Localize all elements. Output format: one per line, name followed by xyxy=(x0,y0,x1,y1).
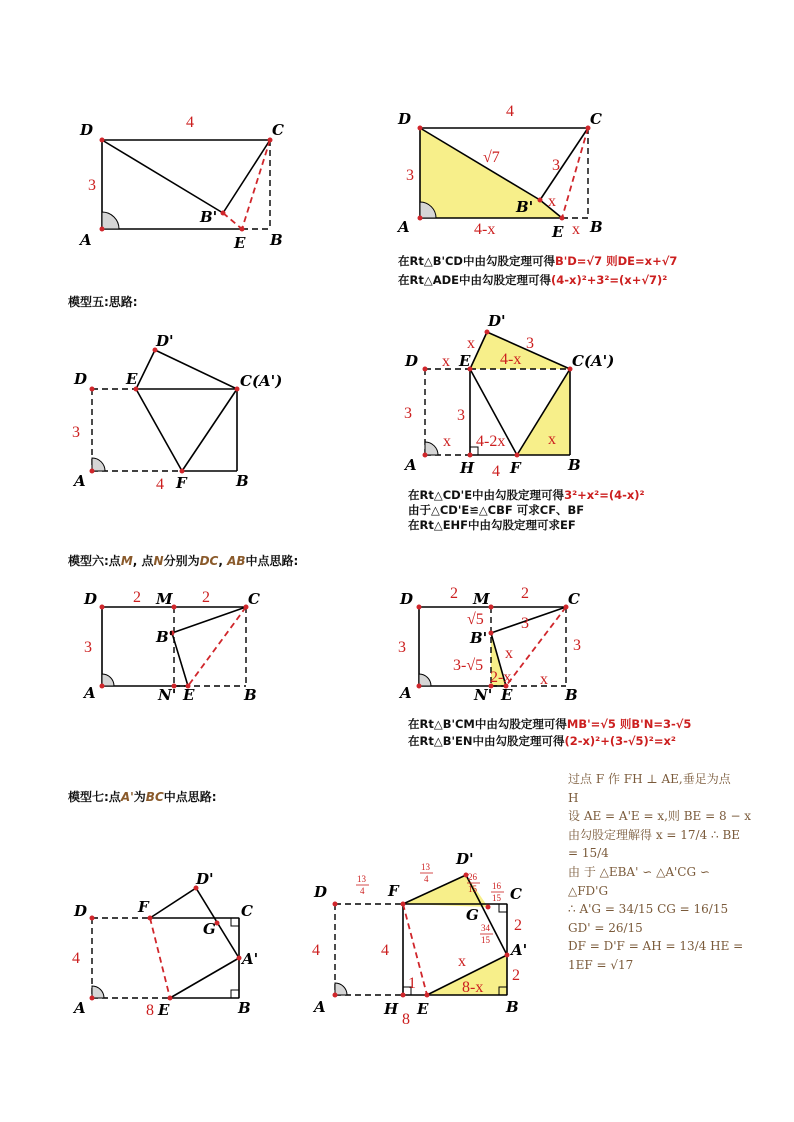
fig8-label-H: H xyxy=(384,1000,399,1018)
model7-solution-notes xyxy=(568,770,754,975)
fig2-value-right: 3 xyxy=(552,157,560,174)
fig4-label-Dp: D' xyxy=(488,312,506,330)
figure-8 xyxy=(312,850,527,1028)
model6-heading: 模型六:点M, 点N分别为DC, AB中点思路: xyxy=(68,554,299,568)
fig1-label-B: B xyxy=(270,231,283,249)
fig8-value-x: x xyxy=(458,953,466,970)
solution-line: DF = D'F = AH = 13/4 HE = xyxy=(568,939,744,954)
model5-note-3: 在Rt△EHF中由勾股定理可求EF xyxy=(408,518,576,532)
fig8-label-B: B xyxy=(506,998,519,1016)
fig8-value-two-bot: 2 xyxy=(512,967,520,984)
solution-line: 由 于 △EBA' ∽ △A'CG ∽ xyxy=(568,864,710,879)
fig2-label-E: E xyxy=(552,223,564,241)
fig8-value-two-top: 2 xyxy=(514,917,522,934)
solution-line: 1EF = √17 xyxy=(568,957,634,972)
fig5-label-N: N' xyxy=(158,686,177,704)
model6-note-1: 在Rt△B'CM中由勾股定理可得MB'=√5 则B'N=3-√5 xyxy=(408,717,692,731)
fig8-frac-df-num: 13 xyxy=(357,874,366,884)
fig6-label-N: N' xyxy=(474,686,493,704)
fig6-value-top1: 2 xyxy=(450,585,458,602)
figure-4 xyxy=(403,312,614,480)
solution-line: 由勾股定理解得 x = 17/4 ∴ BE xyxy=(568,827,741,842)
fig4-label-B: B xyxy=(568,456,581,474)
fig8-label-F: F xyxy=(388,882,399,900)
fig5-label-M: M xyxy=(156,590,173,608)
fig6-value-x1: x xyxy=(505,645,513,662)
fig6-value-top2: 2 xyxy=(521,585,529,602)
fig8-frac-cg-den: 15 xyxy=(492,893,501,903)
fig6-label-E: E xyxy=(501,686,513,704)
fig6-value-mid3: 3 xyxy=(521,615,529,632)
fig1-value-left: 3 xyxy=(88,177,96,194)
fig3-value-left: 3 xyxy=(72,424,80,441)
fig5-label-C: C xyxy=(248,590,260,608)
fig5-label-B: B xyxy=(244,686,257,704)
fig6-value-sqrt5: √5 xyxy=(467,611,484,628)
fig8-frac-ag-den: 15 xyxy=(481,935,490,945)
fig1-label-A: A xyxy=(80,231,92,249)
fig2-value-top: 4 xyxy=(506,103,514,120)
figure-6 xyxy=(398,585,581,704)
fig6-label-D: D xyxy=(400,590,414,608)
fig1-label-C: C xyxy=(272,121,284,139)
fig4-value-bottom: 4 xyxy=(492,463,500,480)
fig8-value-8-x: 8-x xyxy=(462,979,484,996)
fig3-value-bottom: 4 xyxy=(156,476,164,493)
fig7-label-C: C xyxy=(241,902,253,920)
fig4-label-D: D xyxy=(405,352,419,370)
fig4-label-A: A xyxy=(405,456,417,474)
model5-note-2: 由于△CD'E≌△CBF 可求CF、BF xyxy=(408,503,585,517)
fig6-value-2-x: 2-x xyxy=(490,669,512,686)
figure-2 xyxy=(396,103,603,241)
fig3-label-F: F xyxy=(176,474,187,492)
fig8-frac-gd-num: 26 xyxy=(468,872,477,882)
fig1-label-E: E xyxy=(234,234,246,252)
fig1-label-D: D xyxy=(80,121,94,139)
fig8-value-one: 1 xyxy=(408,975,416,992)
fig2-note-1: 在Rt△B'CD中由勾股定理可得B'D=√7 则DE=x+√7 xyxy=(398,254,678,268)
model6-note-2: 在Rt△B'EN中由勾股定理可得(2-x)²+(3-√5)²=x² xyxy=(408,734,676,748)
fig8-value-left: 4 xyxy=(312,942,320,959)
fig4-value-x-de: x xyxy=(467,335,475,352)
fig8-label-Ap: A' xyxy=(511,941,528,959)
fig3-label-Dp: D' xyxy=(156,332,174,350)
fig5-label-D: D xyxy=(84,590,98,608)
fig6-label-C: C xyxy=(568,590,580,608)
figure-1 xyxy=(78,114,284,252)
fig5-value-top2: 2 xyxy=(202,589,210,606)
fig8-frac-cg-num: 16 xyxy=(492,881,501,891)
fig4-label-CAp: C(A') xyxy=(572,352,615,370)
fig7-value-left: 4 xyxy=(72,950,80,967)
fig7-value-bottom: 8 xyxy=(146,1002,154,1019)
fig7-label-D: D xyxy=(74,902,88,920)
fig2-label-C: C xyxy=(590,110,602,128)
fig8-frac-gd-den: 15 xyxy=(468,884,477,894)
figure-3 xyxy=(72,332,282,493)
fig2-value-x1: x xyxy=(548,193,556,210)
fig4-value-x-top: x xyxy=(442,353,450,370)
fig8-label-C: C xyxy=(510,885,522,903)
fig8-value-mid: 4 xyxy=(381,942,389,959)
fig5-value-top1: 2 xyxy=(133,589,141,606)
solution-line: 设 AE = A'E = x,则 BE = 8 − x xyxy=(568,809,752,824)
fig3-label-E: E xyxy=(126,370,138,388)
fig7-label-G: G xyxy=(203,920,216,938)
fig4-value-x-bl: x xyxy=(443,433,451,450)
fig2-label-A: A xyxy=(398,218,410,236)
fig4-value-three-dp: 3 xyxy=(526,335,534,352)
fig6-label-A: A xyxy=(400,684,412,702)
fig7-label-B: B xyxy=(238,999,251,1017)
fig3-label-CAp: C(A') xyxy=(240,372,283,390)
fig2-label-B: B xyxy=(590,218,603,236)
fig6-value-3-sqrt5: 3-√5 xyxy=(453,657,484,674)
fig4-value-x-tri: x xyxy=(548,431,556,448)
fig4-value-four-x: 4-x xyxy=(500,351,522,368)
solution-line: = 15/4 xyxy=(568,846,609,861)
fig3-label-B: B xyxy=(236,472,249,490)
fig2-label-D: D xyxy=(398,110,412,128)
fig1-label-Bp: B' xyxy=(200,208,218,226)
model7-heading: 模型七:点A'为BC中点思路: xyxy=(68,790,217,804)
fig2-value-bottom: 4-x xyxy=(474,221,496,238)
model5-heading: 模型五:思路: xyxy=(68,295,138,309)
fig4-value-left: 3 xyxy=(404,405,412,422)
fig5-label-E: E xyxy=(183,686,195,704)
fig1-value-top: 4 xyxy=(186,114,194,131)
figure-7 xyxy=(72,870,258,1019)
fig8-frac-fd-num: 13 xyxy=(421,862,430,872)
figure-5 xyxy=(82,589,260,704)
fig3-label-A: A xyxy=(74,472,86,490)
fig6-value-left: 3 xyxy=(398,639,406,656)
fig6-value-right: 3 xyxy=(573,637,581,654)
fig8-value-bottom: 8 xyxy=(402,1011,410,1028)
fig4-label-E: E xyxy=(459,352,471,370)
fig8-label-Dp: D' xyxy=(456,850,474,868)
fig4-value-four-2x: 4-2x xyxy=(476,433,506,450)
solution-line: ∴ A'G = 34/15 CG = 16/15 GD' = 26/15 xyxy=(568,902,729,935)
fig7-label-F: F xyxy=(138,898,149,916)
fig5-value-left: 3 xyxy=(84,639,92,656)
fig2-value-sqrt7: √7 xyxy=(483,149,500,166)
fig8-frac-df-den: 4 xyxy=(360,886,365,896)
fig6-value-x2: x xyxy=(540,671,548,688)
fig7-label-Ap: A' xyxy=(242,950,259,968)
fig8-frac-fd-den: 4 xyxy=(424,874,429,884)
solution-line: 过点 F 作 FH ⊥ AE,垂足为点 xyxy=(568,772,731,786)
fig7-label-Dp: D' xyxy=(196,870,214,888)
fig6-label-B: B xyxy=(565,686,578,704)
fig6-label-M: M xyxy=(473,590,490,608)
fig5-label-A: A xyxy=(84,684,96,702)
fig5-label-Bp: B' xyxy=(156,628,174,646)
fig2-note-2: 在Rt△ADE中由勾股定理可得(4-x)²+3²=(x+√7)² xyxy=(398,273,668,287)
fig4-label-H: H xyxy=(460,459,475,477)
fig8-frac-ag-num: 34 xyxy=(481,923,490,933)
fig6-label-Bp: B' xyxy=(470,629,488,647)
fig8-label-G: G xyxy=(466,906,479,924)
fig4-value-mid: 3 xyxy=(457,407,465,424)
fig2-value-x2: x xyxy=(572,221,580,238)
fig7-label-A: A xyxy=(74,999,86,1017)
fig7-label-E: E xyxy=(158,1001,170,1019)
fig3-label-D: D xyxy=(74,370,88,388)
fig2-label-Bp: B' xyxy=(516,198,534,216)
solution-line: H xyxy=(568,790,579,805)
model5-note-1: 在Rt△CD'E中由勾股定理可得3²+x²=(4-x)² xyxy=(408,488,645,502)
fig4-label-F: F xyxy=(510,459,521,477)
fig8-label-A: A xyxy=(314,998,326,1016)
solution-line: △FD'G xyxy=(568,883,609,898)
fig2-value-left: 3 xyxy=(406,167,414,184)
fig8-label-D: D xyxy=(314,883,328,901)
fig8-label-E: E xyxy=(417,1000,429,1018)
